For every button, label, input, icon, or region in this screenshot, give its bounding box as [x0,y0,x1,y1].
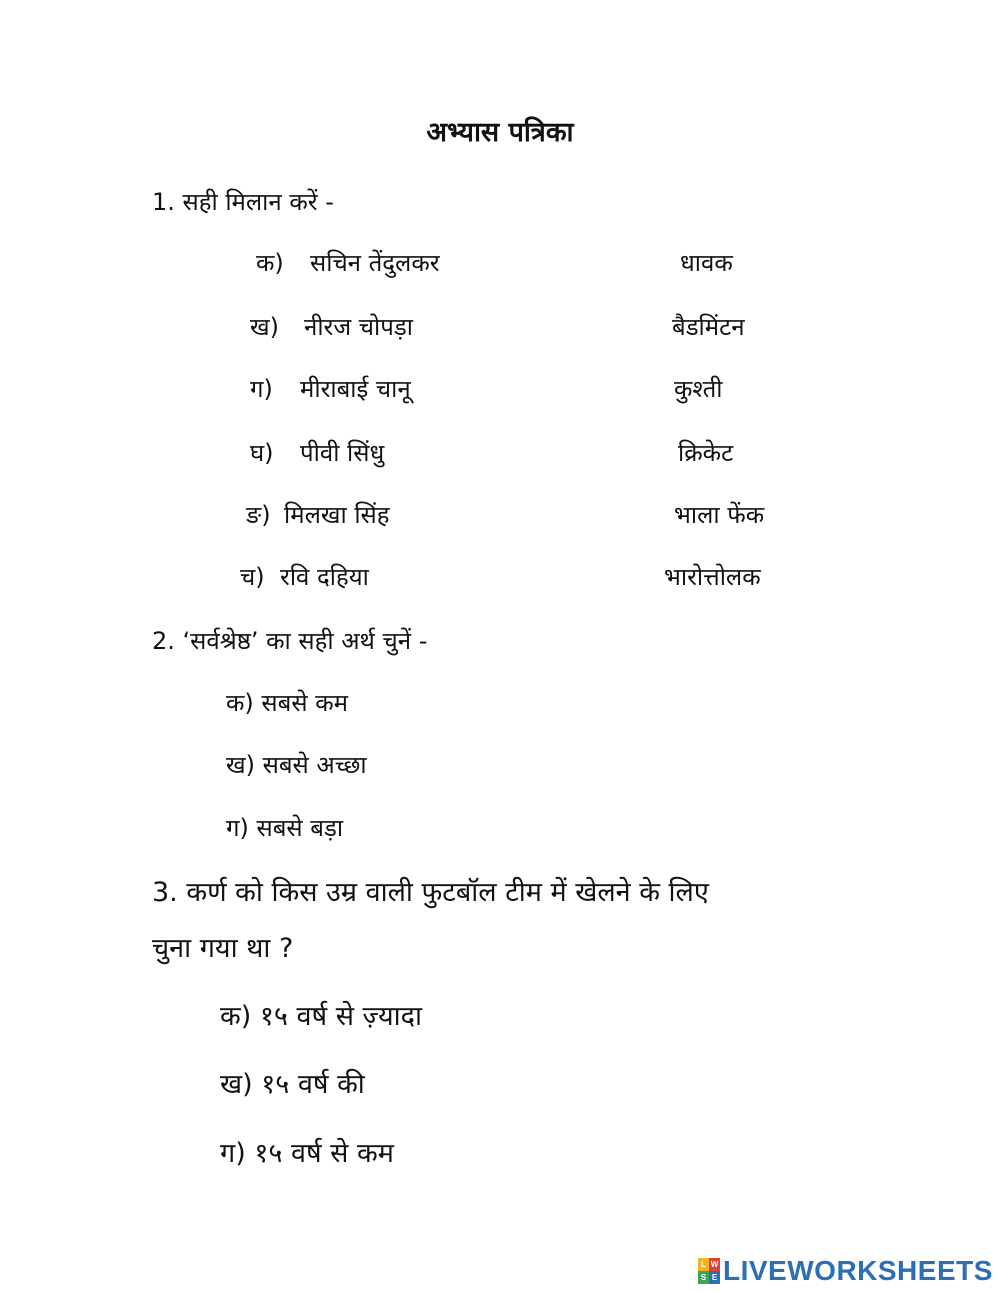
question-2: 2. ‘सर्वश्रेष्ठ’ का सही अर्थ चुनें - [152,627,428,655]
match-right-text: धावक [680,249,733,277]
option-item: क) सबसे कम [226,689,348,717]
question-3-line-1: 3. कर्ण को किस उम्र वाली फुटबॉल टीम में खेलने के लिए [152,877,709,908]
question-3-line-2: चुना गया था ? [152,933,294,964]
liveworksheets-brand: LIVEWORKSHEETS [723,1255,993,1286]
question-1: 1. सही मिलान करें - [152,188,334,216]
option-item: ग) सबसे बड़ा [226,814,344,842]
match-right-text: बैडमिंटन [672,313,745,341]
match-left-text: मिलखा सिंह [284,501,390,529]
liveworksheets-logo [698,1254,993,1288]
match-left-text: रवि दहिया [280,563,369,591]
match-right-text: कुश्ती [674,375,723,403]
option-item: ख) सबसे अच्छा [226,751,367,779]
option-item: ख) १५ वर्ष की [220,1069,365,1100]
match-left-text: मीराबाई चानू [300,375,411,403]
match-left-label: ग) [250,375,273,403]
match-right-text: भारोत्तोलक [664,563,761,591]
liveworksheets-logo-icon: L W S E [698,1258,720,1284]
match-right-text: क्रिकेट [678,439,734,467]
match-right-text: भाला फेंक [674,501,765,529]
match-left-label: ख) [250,313,279,341]
option-item: क) १५ वर्ष से ज़्यादा [220,1001,422,1032]
match-left-text: पीवी सिंधु [300,439,385,467]
option-item: ग) १५ वर्ष से कम [220,1138,394,1169]
match-left-label: च) [240,563,265,591]
match-left-label: ङ) [246,501,271,529]
match-left-label: घ) [250,439,274,467]
worksheet-title: अभ्यास पत्रिका [426,117,574,148]
match-left-text: सचिन तेंदुलकर [310,249,440,277]
match-left-label: क) [256,249,284,277]
match-left-text: नीरज चोपड़ा [304,313,413,341]
